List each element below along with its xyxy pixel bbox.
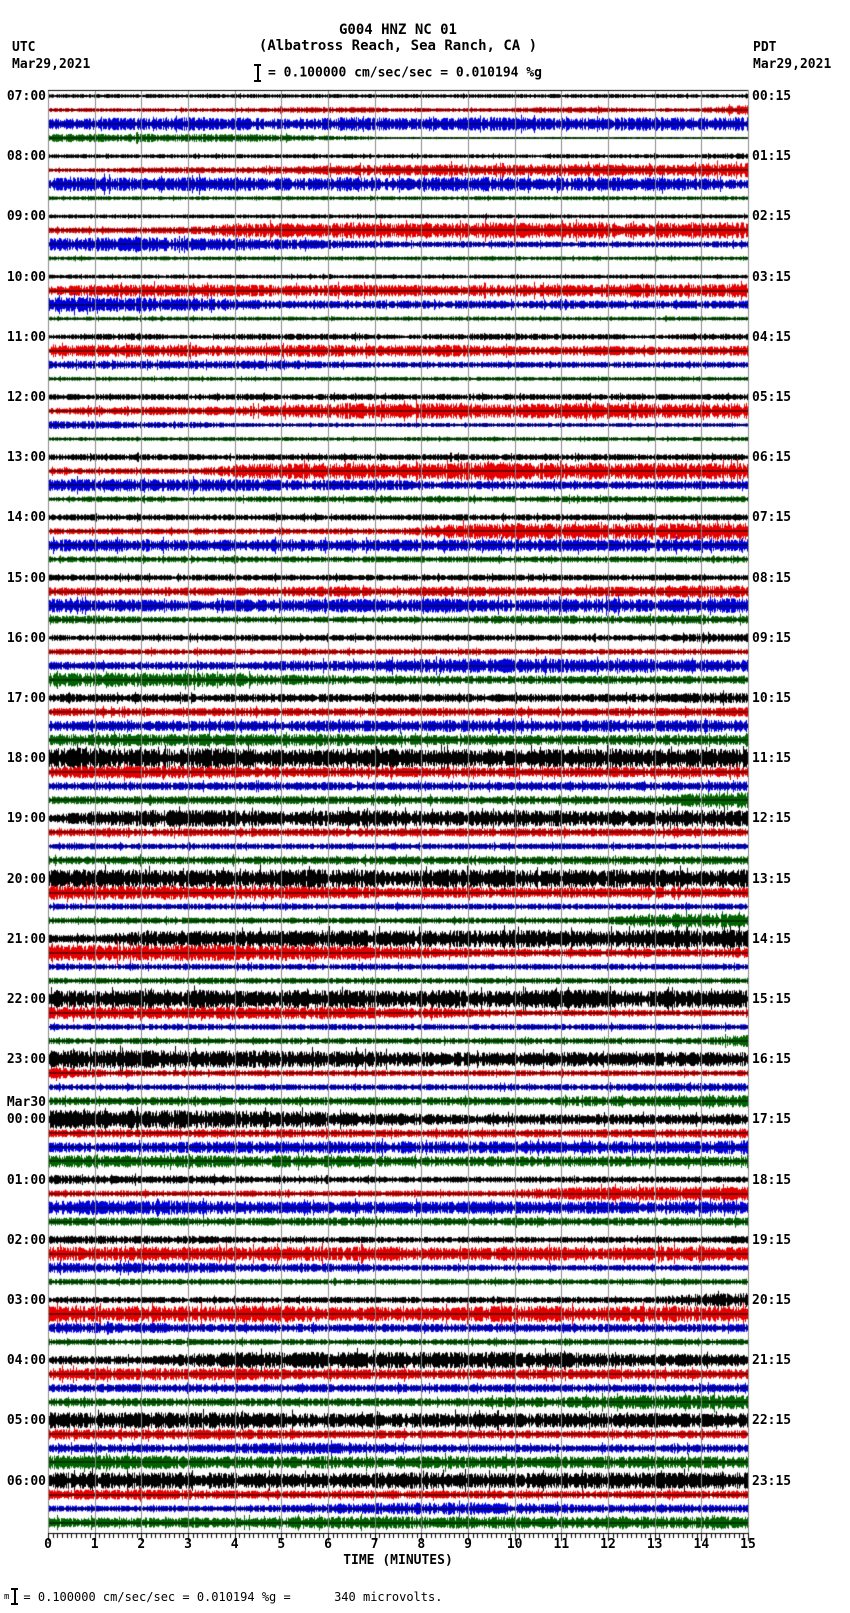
utc-hour-label: 01:00 [6,1172,46,1188]
utc-hour-label: 18:00 [6,751,46,767]
x-axis-tick: 5 [277,1537,286,1552]
utc-hour-label: 03:00 [6,1293,46,1308]
footer-text: = 0.100000 cm/sec/sec = 0.010194 %g = 340 microvolts. [23,1589,443,1604]
utc-hour-label: 08:00 [6,149,46,165]
x-axis-tick: 7 [370,1537,379,1552]
pdt-hour-label: 05:15 [752,390,792,405]
pdt-hour-label: 01:15 [752,149,792,165]
amplitude-scale-line [48,64,748,82]
pdt-hour-label: 22:15 [752,1413,792,1429]
station-title: G004 HNZ NC 01 [338,22,457,38]
pdt-hour-label: 15:15 [752,992,792,1007]
utc-hour-label: 21:00 [6,931,46,947]
utc-date-label: Mar29,2021 [12,57,91,72]
x-axis-tick: 4 [230,1537,239,1552]
x-axis-tick: 1 [90,1537,99,1552]
utc-hour-label: 13:00 [6,450,46,466]
pdt-hour-label: 20:15 [752,1293,792,1308]
pdt-hour-label: 18:15 [752,1172,792,1188]
x-axis-tick: 11 [553,1537,570,1552]
utc-hour-label: 20:00 [6,871,46,887]
pdt-hour-label: 09:15 [752,630,792,646]
utc-hour-label: 09:00 [6,209,46,225]
x-axis-tick: 14 [693,1537,710,1552]
utc-hour-label: 07:00 [6,89,46,104]
pdt-hour-label: 10:15 [752,691,792,706]
utc-hour-label: 23:00 [6,1052,46,1068]
scale-bar-icon [11,1588,18,1605]
x-axis-tick: 10 [506,1537,523,1552]
utc-hour-label: 16:00 [6,630,46,646]
utc-hour-label: 15:00 [6,570,46,586]
pdt-hour-label: 12:15 [752,811,792,827]
pdt-hour-label: 08:15 [752,570,792,586]
pdt-hour-label: 06:15 [752,450,792,466]
pdt-hour-label: 17:15 [752,1112,792,1128]
date-break-label: Mar30 [6,1095,46,1111]
utc-timezone-label: UTC [12,40,36,55]
header [48,22,748,54]
x-axis-tick: 9 [464,1537,472,1552]
utc-hour-label: 22:00 [6,992,46,1007]
pdt-date-label: Mar29,2021 [753,57,832,72]
scale-text: = 0.100000 cm/sec/sec = 0.010194 %g [268,65,542,81]
pdt-hour-label: 02:15 [752,209,792,225]
footer-prefix: m [4,1591,10,1602]
utc-hour-label: 12:00 [6,390,46,405]
x-axis-title: TIME (MINUTES) [343,1553,453,1568]
utc-hour-label: 17:00 [6,691,46,706]
pdt-hour-label: 14:15 [752,931,792,947]
utc-hour-label: 11:00 [6,329,46,345]
pdt-hour-label: 07:15 [752,510,792,526]
utc-hour-label: 19:00 [6,811,46,827]
utc-hour-label: 10:00 [6,269,46,285]
pdt-hour-label: 03:15 [752,269,792,285]
x-axis-tick: 0 [44,1537,52,1552]
x-axis-tick: 12 [600,1537,616,1552]
pdt-hour-label: 11:15 [752,751,792,767]
utc-hour-label: 04:00 [6,1353,46,1369]
x-axis-tick: 8 [417,1537,426,1552]
x-axis-tick: 13 [646,1537,663,1552]
pdt-hour-label: 00:15 [752,89,792,104]
pdt-hour-label: 21:15 [752,1353,792,1369]
x-axis-tick: 15 [740,1537,756,1552]
footer-scale-line [4,1588,442,1605]
utc-hour-label: 14:00 [6,510,46,526]
pdt-hour-label: 19:15 [752,1232,792,1248]
x-axis-tick: 6 [324,1537,332,1552]
station-subtitle: (Albatross Reach, Sea Ranch, CA ) [258,38,538,54]
pdt-hour-label: 13:15 [752,871,792,887]
pdt-hour-label: 23:15 [752,1473,792,1489]
utc-hour-label: 05:00 [6,1413,46,1429]
scale-bar-icon [254,64,261,82]
pdt-hour-label: 04:15 [752,329,792,345]
x-axis-tick: 2 [137,1537,146,1552]
x-axis-tick: 3 [184,1537,192,1552]
utc-hour-label: 00:00 [6,1112,46,1128]
pdt-hour-label: 16:15 [752,1052,792,1068]
utc-hour-label: 02:00 [6,1232,46,1248]
pdt-timezone-label: PDT [753,40,777,55]
utc-hour-label: 06:00 [6,1473,46,1489]
